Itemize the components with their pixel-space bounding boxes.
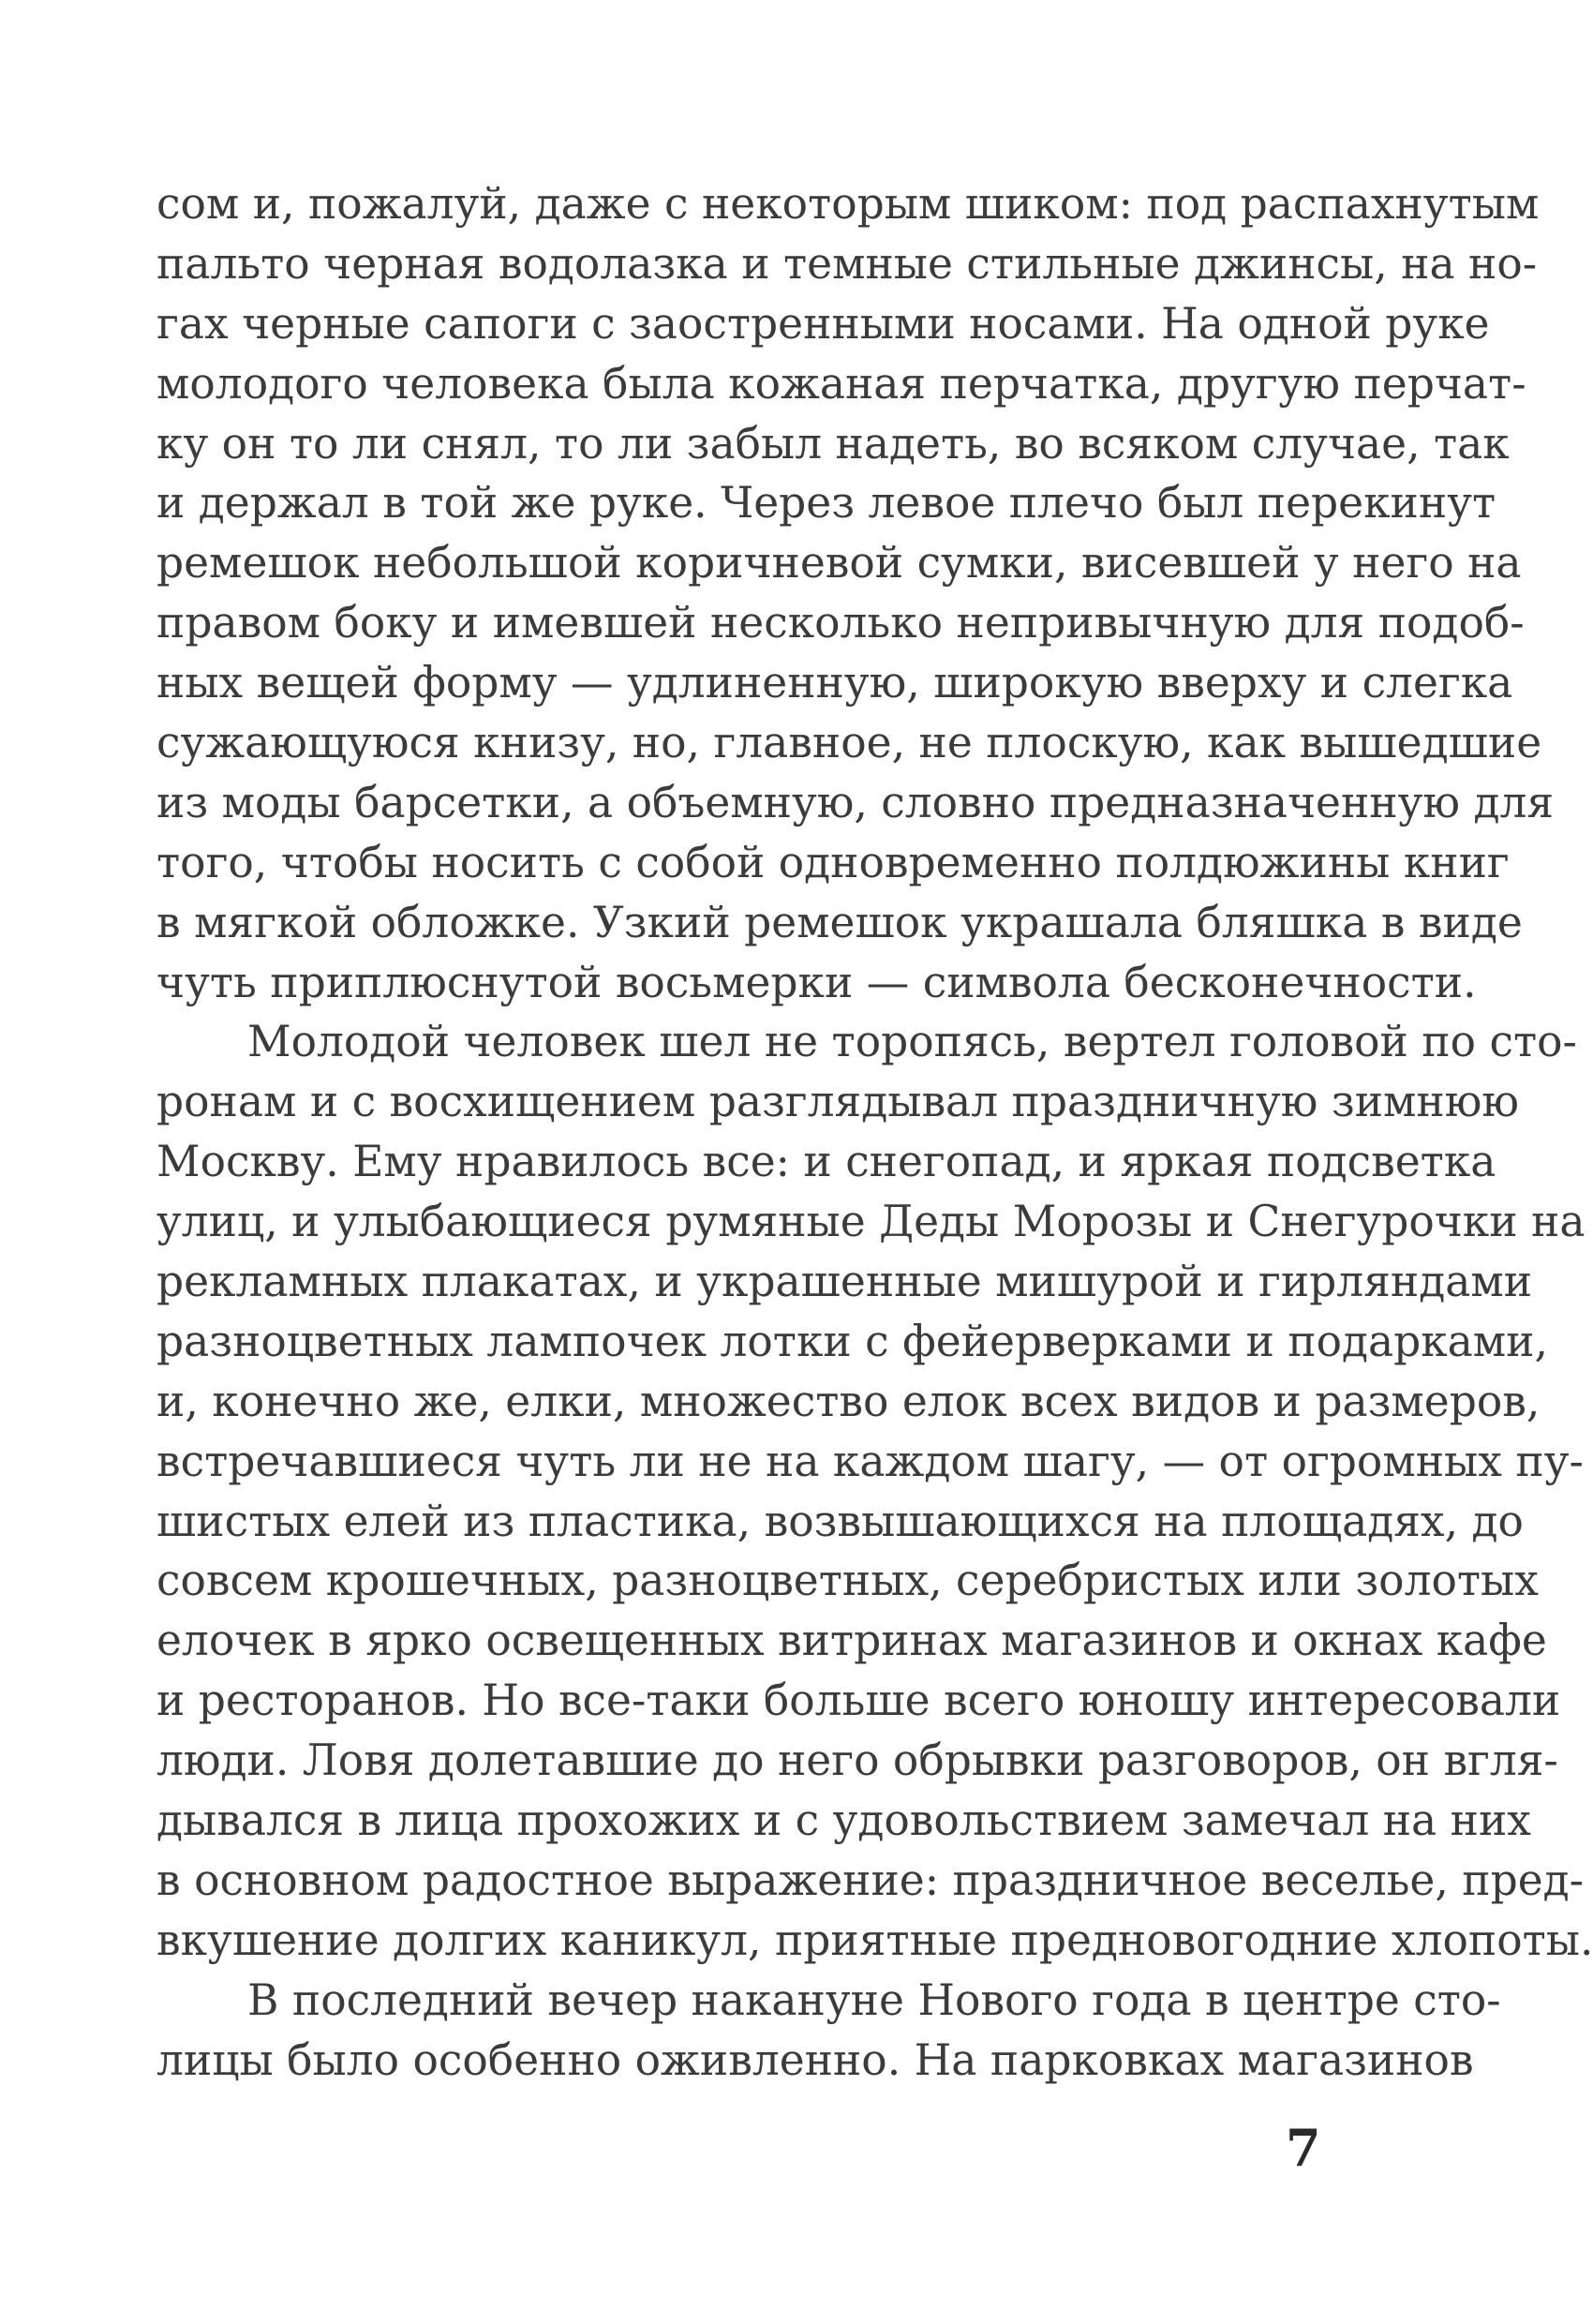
text-line: сом и, пожалуй, даже с некоторым шиком: под распахнутым xyxy=(156,179,1540,229)
text-line: из моды барсетки, а объемную, словно предназначенную для xyxy=(156,777,1555,827)
text-line: гах черные сапоги с заостренными носами. На одной руке xyxy=(156,298,1490,349)
text-line: ремешок небольшой коричневой сумки, висевшей у него на xyxy=(156,538,1522,588)
text-line: разноцветных лампочек лотки с фейерверками и подарками, xyxy=(156,1316,1548,1366)
page-number: 7 xyxy=(1286,2118,1321,2178)
text-line: того, чтобы носить с собой одновременно полдюжины книг xyxy=(156,837,1510,887)
text-line: сужающуюся книзу, но, главное, не плоскую, как вышедшие xyxy=(156,718,1542,768)
text-line: люди. Ловя долетавшие до него обрывки разговоров, он вгля- xyxy=(156,1736,1558,1786)
text-line: молодого человека была кожаная перчатка, другую перчат- xyxy=(156,358,1526,409)
text-line: шистых елей из пластика, возвышающихся на площадях, до xyxy=(156,1496,1524,1546)
body-text xyxy=(156,174,1593,2091)
text-line: лицы было особенно оживленно. На парковках магазинов xyxy=(156,2034,1474,2085)
text-line: в основном радостное выражение: праздничное веселье, пред- xyxy=(156,1855,1585,1905)
text-line: чуть приплюснутой восьмерки — символа бесконечности. xyxy=(156,957,1477,1007)
paragraph xyxy=(156,1971,1501,2091)
text-line: ронам и с восхищением разглядывал праздничную зимнюю xyxy=(156,1077,1519,1127)
paragraph xyxy=(156,1012,1593,1970)
text-line: Молодой человек шел не торопясь, вертел головой по сто- xyxy=(247,1017,1577,1067)
paragraph xyxy=(156,174,1555,1012)
text-line: и, конечно же, елки, множество елок всех видов и размеров, xyxy=(156,1376,1541,1426)
text-line: и ресторанов. Но все-таки больше всего юношу интересовали xyxy=(156,1676,1561,1726)
text-line: дывался в лица прохожих и с удовольствием замечал на них xyxy=(156,1795,1531,1846)
text-line: В последний вечер накануне Нового года в центре сто- xyxy=(247,1974,1501,2025)
text-line: елочек в ярко освещенных витринах магазинов и окнах кафе xyxy=(156,1616,1547,1666)
text-line: в мягкой обложке. Узкий ремешок украшала бляшка в виде xyxy=(156,897,1523,947)
text-line: правом боку и имевшей несколько непривычную для подоб- xyxy=(156,598,1525,648)
text-line: рекламных плакатах, и украшенные мишурой и гирляндами xyxy=(156,1257,1533,1307)
text-line: встречавшиеся чуть ли не на каждом шагу, — от огромных пу- xyxy=(156,1436,1584,1486)
text-line: ных вещей форму — удлиненную, широкую вверху и слегка xyxy=(156,658,1513,708)
text-line: ку он то ли снял, то ли забыл надеть, во всяком случае, так xyxy=(156,418,1510,469)
text-line: улиц, и улыбающиеся румяные Деды Морозы и Снегурочки на xyxy=(156,1197,1586,1247)
text-line: вкушение долгих каникул, приятные предновогодние хлопоты. xyxy=(156,1914,1593,1965)
text-line: Москву. Ему нравилось все: и снегопад, и яркая подсветка xyxy=(156,1137,1496,1187)
text-line: и держал в той же руке. Через левое плечо был перекинут xyxy=(156,478,1496,529)
text-line: совсем крошечных, разноцветных, серебристых или золотых xyxy=(156,1556,1539,1606)
text-line: пальто черная водолазка и темные стильные джинсы, на но- xyxy=(156,238,1538,289)
